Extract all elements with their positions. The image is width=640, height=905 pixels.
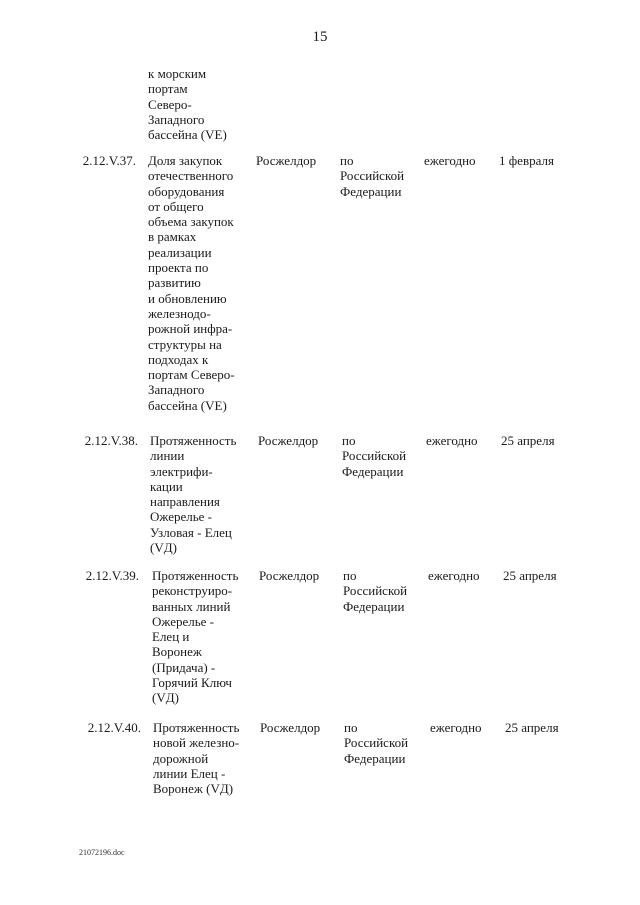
file-name-footer: 21072196.doc [79,848,125,857]
row-deadline: 1 февраля [499,153,554,168]
row-scope: по Российской Федерации [342,433,407,479]
row-scope: по Российской Федерации [343,568,408,614]
row-code: 2.12.V.38. [84,433,138,448]
row-indicator: Протяженность новой железно- дорожной линии Елец - Воронеж (VД) [153,720,240,797]
row-indicator: Протяженность линии электрифи- кации направления Ожерелье - Узловая - Елец (VД) [150,433,237,556]
row-frequency: ежегодно [428,568,480,583]
row-frequency: ежегодно [424,153,476,168]
continuation-indicator: к морским портам Северо- Западного бассейна (VE) [148,66,227,143]
row-agency: Росжелдор [260,720,321,735]
row-scope: по Российской Федерации [340,153,405,199]
row-frequency: ежегодно [430,720,482,735]
row-code: 2.12.V.37. [82,153,136,168]
row-code: 2.12.V.39. [85,568,139,583]
row-code: 2.12.V.40. [87,720,141,735]
row-deadline: 25 апреля [505,720,559,735]
row-frequency: ежегодно [426,433,478,448]
row-deadline: 25 апреля [501,433,555,448]
row-agency: Росжелдор [258,433,319,448]
page-number: 15 [312,29,328,45]
row-agency: Росжелдор [256,153,317,168]
row-agency: Росжелдор [259,568,320,583]
row-deadline: 25 апреля [503,568,557,583]
row-indicator: Протяженность реконструиро- ванных линий Ожерелье - Елец и Воронеж (Придача) - Горячий Ключ (VД) [152,568,239,706]
row-scope: по Российской Федерации [344,720,409,766]
row-indicator: Доля закупок отечественного оборудования от общего объема закупок в рамках реализации проекта по развитию и обновлению железнодо- рожной инфра- структуры на подходах к портам Северо- Западного бассейна (VE) [148,153,235,413]
